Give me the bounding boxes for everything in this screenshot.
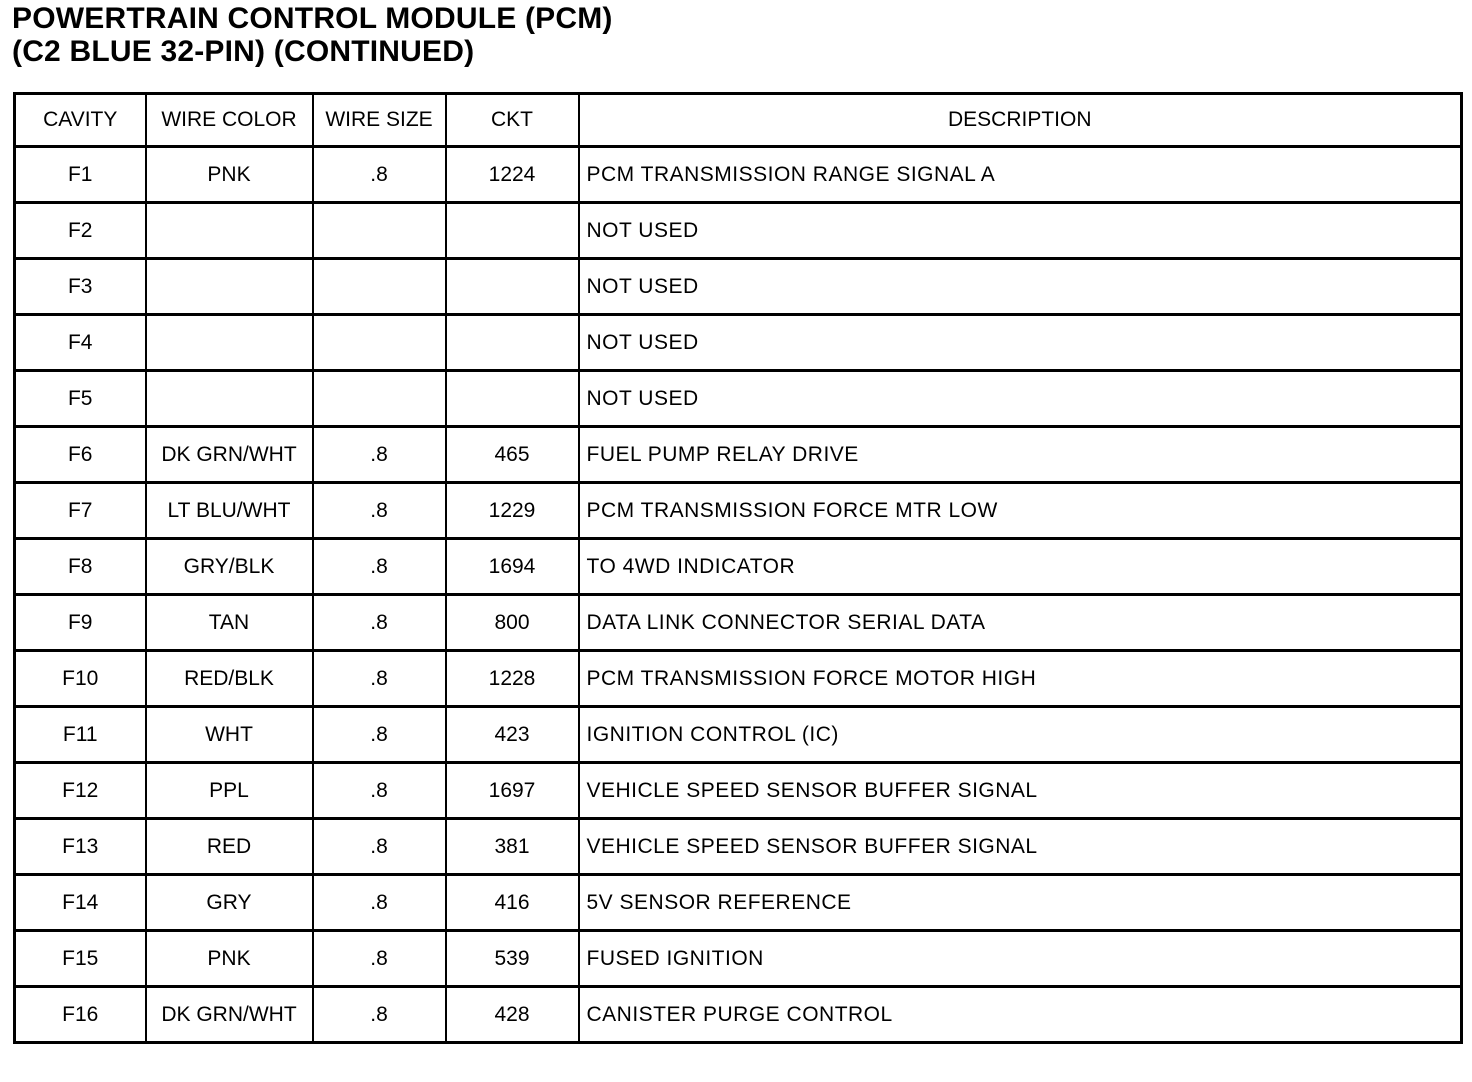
table-row	[15, 203, 1462, 259]
cell-ckt	[446, 203, 579, 259]
cell-ckt: 428	[446, 987, 579, 1043]
cell-ckt: 800	[446, 595, 579, 651]
cell-description: NOT USED	[579, 371, 1462, 427]
cell-cavity: F10	[15, 651, 146, 707]
cell-cavity: F3	[15, 259, 146, 315]
cell-wire-size: .8	[313, 651, 446, 707]
cell-wire-size: .8	[313, 707, 446, 763]
cell-cavity: F1	[15, 147, 146, 203]
cell-description: CANISTER PURGE CONTROL	[579, 987, 1462, 1043]
header-ckt: CKT	[446, 94, 579, 147]
table-row	[15, 315, 1462, 371]
cell-ckt: 423	[446, 707, 579, 763]
cell-description: DATA LINK CONNECTOR SERIAL DATA	[579, 595, 1462, 651]
cell-description: PCM TRANSMISSION FORCE MTR LOW	[579, 483, 1462, 539]
cell-description: TO 4WD INDICATOR	[579, 539, 1462, 595]
table-row	[15, 371, 1462, 427]
table-row	[15, 427, 1462, 483]
table-row	[15, 763, 1462, 819]
pinout-table	[13, 92, 1463, 1044]
table-row	[15, 259, 1462, 315]
table-header-row	[15, 94, 1462, 147]
cell-ckt: 465	[446, 427, 579, 483]
cell-ckt	[446, 259, 579, 315]
cell-wire-color: DK GRN/WHT	[146, 427, 313, 483]
header-wire-color: WIRE COLOR	[146, 94, 313, 147]
header-wire-size: WIRE SIZE	[313, 94, 446, 147]
cell-description: PCM TRANSMISSION FORCE MOTOR HIGH	[579, 651, 1462, 707]
cell-wire-color: LT BLU/WHT	[146, 483, 313, 539]
cell-wire-size	[313, 371, 446, 427]
table-row	[15, 147, 1462, 203]
cell-cavity: F6	[15, 427, 146, 483]
cell-description: NOT USED	[579, 259, 1462, 315]
cell-cavity: F2	[15, 203, 146, 259]
table-row	[15, 931, 1462, 987]
cell-description: 5V SENSOR REFERENCE	[579, 875, 1462, 931]
cell-wire-size: .8	[313, 987, 446, 1043]
cell-cavity: F15	[15, 931, 146, 987]
cell-ckt: 1697	[446, 763, 579, 819]
cell-wire-color	[146, 203, 313, 259]
cell-wire-size: .8	[313, 147, 446, 203]
cell-wire-color: RED/BLK	[146, 651, 313, 707]
cell-ckt: 1228	[446, 651, 579, 707]
table-row	[15, 651, 1462, 707]
cell-wire-color	[146, 371, 313, 427]
cell-cavity: F13	[15, 819, 146, 875]
cell-cavity: F9	[15, 595, 146, 651]
cell-ckt	[446, 371, 579, 427]
page-title	[12, 2, 613, 68]
table-row	[15, 875, 1462, 931]
cell-wire-color: DK GRN/WHT	[146, 987, 313, 1043]
cell-ckt: 1694	[446, 539, 579, 595]
cell-wire-size: .8	[313, 763, 446, 819]
cell-wire-size	[313, 315, 446, 371]
cell-wire-color: PPL	[146, 763, 313, 819]
table-row	[15, 819, 1462, 875]
cell-cavity: F4	[15, 315, 146, 371]
cell-wire-size: .8	[313, 427, 446, 483]
cell-wire-color	[146, 259, 313, 315]
cell-wire-color: GRY/BLK	[146, 539, 313, 595]
cell-wire-size: .8	[313, 875, 446, 931]
cell-cavity: F5	[15, 371, 146, 427]
cell-description: NOT USED	[579, 203, 1462, 259]
cell-cavity: F7	[15, 483, 146, 539]
cell-cavity: F11	[15, 707, 146, 763]
cell-wire-color: TAN	[146, 595, 313, 651]
cell-ckt	[446, 315, 579, 371]
cell-description: IGNITION CONTROL (IC)	[579, 707, 1462, 763]
cell-ckt: 416	[446, 875, 579, 931]
cell-cavity: F16	[15, 987, 146, 1043]
cell-wire-color: PNK	[146, 147, 313, 203]
cell-wire-size: .8	[313, 595, 446, 651]
cell-cavity: F12	[15, 763, 146, 819]
table-row	[15, 707, 1462, 763]
cell-wire-size	[313, 259, 446, 315]
cell-wire-color: WHT	[146, 707, 313, 763]
table-row	[15, 539, 1462, 595]
cell-wire-size: .8	[313, 931, 446, 987]
cell-ckt: 1229	[446, 483, 579, 539]
cell-description: VEHICLE SPEED SENSOR BUFFER SIGNAL	[579, 819, 1462, 875]
table-row	[15, 595, 1462, 651]
cell-wire-color: PNK	[146, 931, 313, 987]
cell-wire-color: RED	[146, 819, 313, 875]
table-row	[15, 987, 1462, 1043]
cell-wire-color: GRY	[146, 875, 313, 931]
cell-cavity: F8	[15, 539, 146, 595]
cell-cavity: F14	[15, 875, 146, 931]
cell-description: FUEL PUMP RELAY DRIVE	[579, 427, 1462, 483]
cell-wire-color	[146, 315, 313, 371]
cell-ckt: 381	[446, 819, 579, 875]
page-title-line-2: (C2 BLUE 32-PIN) (CONTINUED)	[12, 35, 475, 68]
page-title-line-1: POWERTRAIN CONTROL MODULE (PCM)	[12, 2, 613, 35]
cell-description: FUSED IGNITION	[579, 931, 1462, 987]
cell-ckt: 539	[446, 931, 579, 987]
cell-description: PCM TRANSMISSION RANGE SIGNAL A	[579, 147, 1462, 203]
table-row	[15, 483, 1462, 539]
cell-wire-size: .8	[313, 483, 446, 539]
cell-ckt: 1224	[446, 147, 579, 203]
header-description: DESCRIPTION	[579, 94, 1462, 147]
header-cavity: CAVITY	[15, 94, 146, 147]
cell-wire-size: .8	[313, 539, 446, 595]
cell-wire-size	[313, 203, 446, 259]
cell-description: VEHICLE SPEED SENSOR BUFFER SIGNAL	[579, 763, 1462, 819]
cell-description: NOT USED	[579, 315, 1462, 371]
cell-wire-size: .8	[313, 819, 446, 875]
